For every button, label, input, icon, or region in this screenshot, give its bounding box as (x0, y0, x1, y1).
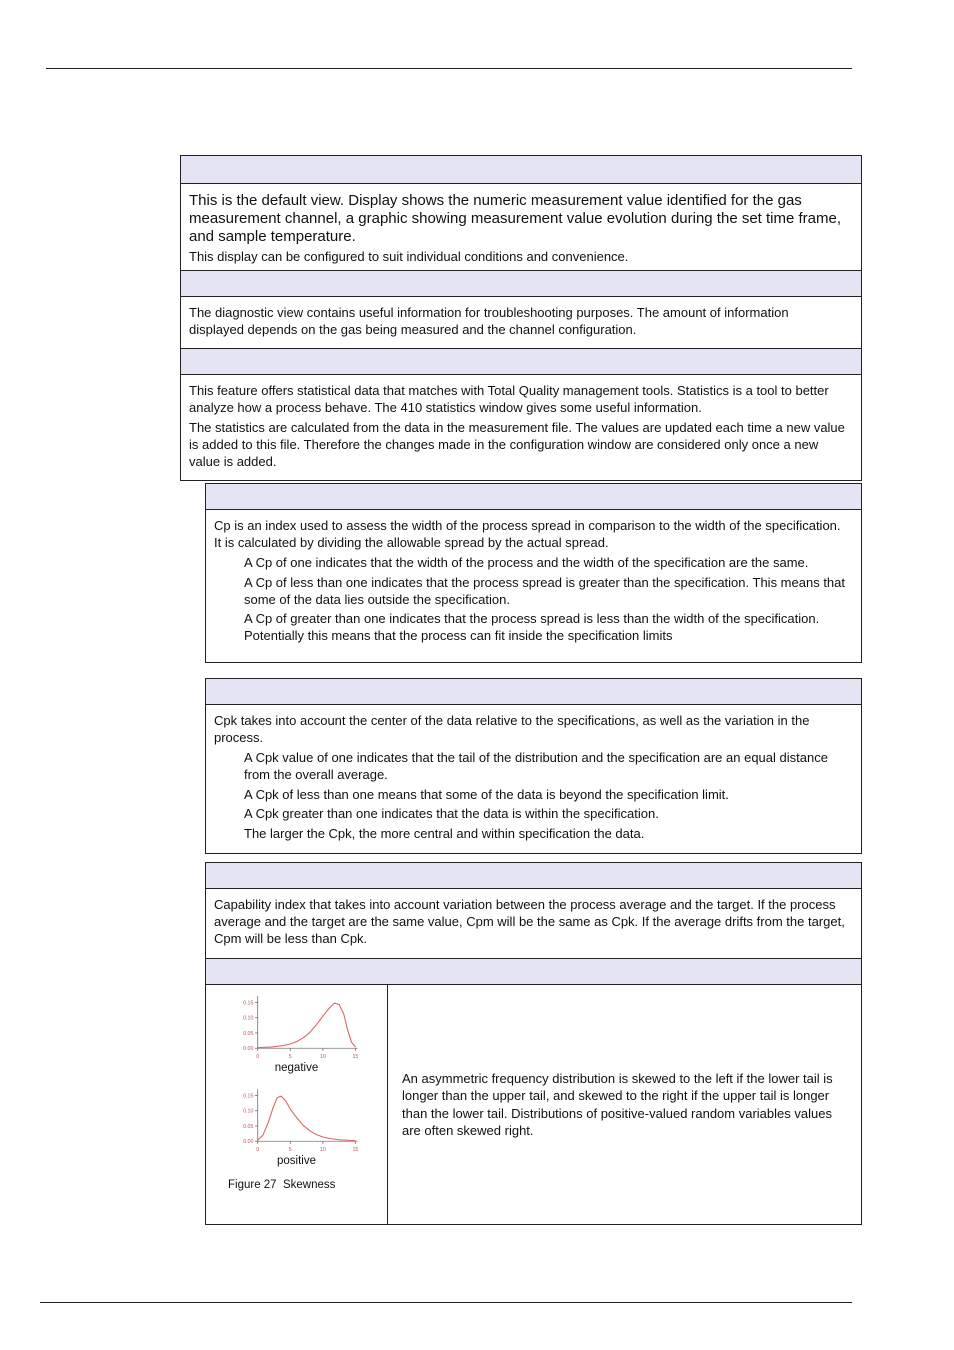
bottom-divider (40, 1302, 852, 1303)
chart-label-negative: negative (274, 1062, 319, 1074)
svg-text:0: 0 (255, 1146, 259, 1153)
top-divider (46, 68, 852, 69)
svg-text:15: 15 (351, 1146, 358, 1153)
svg-text:0.15: 0.15 (242, 1093, 253, 1100)
box-header-bar (181, 349, 861, 375)
svg-text:0.15: 0.15 (242, 1000, 253, 1007)
cpk-index-box (205, 678, 862, 854)
default-view-note (180, 155, 862, 277)
paragraph: A Cp of greater than one indicates that the process spread is less than the width of the specification. Potentially this means that the process can fit inside the specification limits (244, 611, 820, 644)
box-header-bar (206, 484, 861, 510)
svg-text:0.10: 0.10 (242, 1108, 253, 1115)
paragraph: Cpk takes into account the center of the data relative to the specifications, as well as the variation in the process. (214, 713, 810, 745)
paragraph: A Cp of less than one indicates that the process spread is greater than the specification. This means that some of the data lies outside the specification. (244, 574, 845, 607)
box-header-bar (206, 959, 861, 985)
svg-text:0.05: 0.05 (242, 1123, 253, 1130)
box-header-bar (206, 679, 861, 705)
paragraph: A Cpk greater than one indicates that the data is within the specification. (244, 806, 659, 822)
positive-skew-chart (232, 1086, 362, 1154)
chart-label-positive: positive (277, 1155, 316, 1167)
paragraph: This feature offers statistical data that matches with Total Quality management tools. Statistics is a tool to better analyze how a process behave. The 410 statistics window gives some useful information. (189, 383, 829, 415)
box-header-bar (206, 863, 861, 889)
paragraph: A Cpk of less than one means that some of the data is beyond the specification limit. (244, 786, 729, 802)
svg-text:0.05: 0.05 (242, 1030, 253, 1037)
diagnostic-view-note (180, 270, 862, 350)
cpm-index-box (205, 862, 862, 959)
svg-text:5: 5 (288, 1053, 292, 1060)
figure-column (206, 985, 388, 1224)
paragraph: A Cpk value of one indicates that the tail of the distribution and the specification are an equal distance from the overall average. (244, 749, 828, 782)
paragraph: This is the default view. Display shows the numeric measurement value identified for the gas measurement channel, a graphic showing measurement value evolution during the set time frame, and sample temperature. (189, 192, 842, 245)
svg-text:0.00: 0.00 (242, 1046, 253, 1053)
skewness-figure-box (205, 958, 862, 1225)
paragraph: The diagnostic view contains useful information for troubleshooting purposes. The amount of information displayed depends on the gas being measured and the channel configuration. (189, 305, 789, 337)
figure-text-column (388, 985, 861, 1224)
svg-text:0.10: 0.10 (242, 1015, 253, 1022)
paragraph: This display can be configured to suit individual conditions and convenience. (189, 249, 629, 264)
negative-skew-chart (232, 993, 362, 1061)
box-header-bar (181, 156, 861, 184)
box-header-bar (181, 271, 861, 297)
cp-index-box (205, 483, 862, 663)
figure-caption: Figure 27 Skewness (228, 1179, 336, 1191)
svg-text:5: 5 (288, 1146, 292, 1153)
paragraph: An asymmetric frequency distribution is skewed to the left if the lower tail is longer than the upper tail, and skewed to the right if the upper tail is longer than the lower tail. Distributions of positive-valued random variables values are often skewed right. (402, 1071, 833, 1138)
svg-text:10: 10 (319, 1053, 326, 1060)
svg-text:0.00: 0.00 (242, 1139, 253, 1146)
paragraph: A Cp of one indicates that the width of the process and the width of the specification are the same. (244, 554, 809, 570)
svg-text:15: 15 (351, 1053, 358, 1060)
svg-text:0: 0 (255, 1053, 259, 1060)
paragraph: The statistics are calculated from the data in the measurement file. The values are updated each time a new value is added to this file. Therefore the changes made in the configuration window are considered only once a new value is added. (189, 419, 845, 469)
svg-text:10: 10 (319, 1146, 326, 1153)
paragraph: The larger the Cpk, the more central and within specification the data. (244, 826, 645, 842)
paragraph: Capability index that takes into account variation between the process average and the target. If the process average and the target are the same value, Cpm will be the same as Cpk. If the average drifts from the target, Cpm will be less than Cpk. (214, 897, 845, 946)
paragraph: Cp is an index used to assess the width of the process spread in comparison to the width of the specification. It is calculated by dividing the allowable spread by the actual spread. (214, 518, 841, 550)
statistics-note (180, 348, 862, 481)
